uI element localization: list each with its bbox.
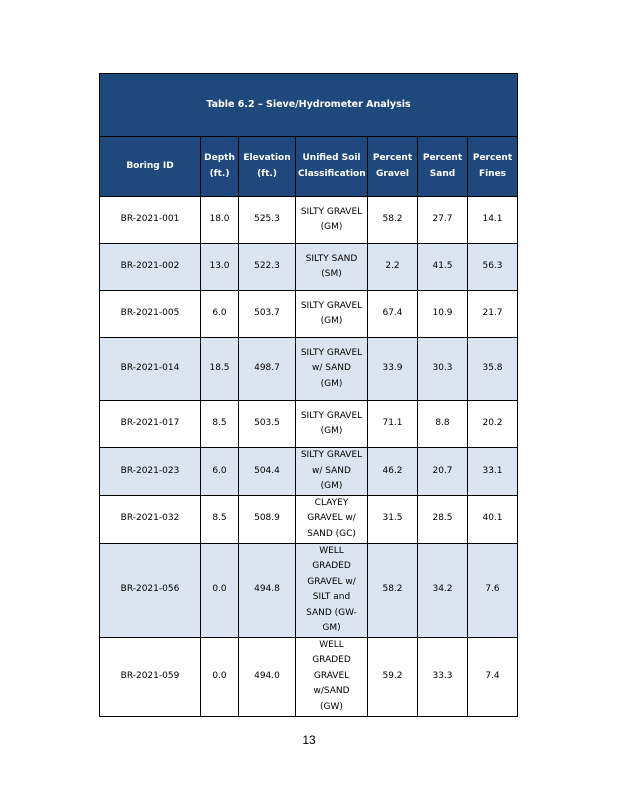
sand-cell: 10.9 — [418, 291, 468, 338]
depth-cell: 6.0 — [201, 448, 239, 496]
sand-cell: 8.8 — [418, 401, 468, 448]
classification-cell: SILTY GRAVEL w/ SAND (GM) — [296, 338, 368, 401]
depth-cell: 18.5 — [201, 338, 239, 401]
elevation-cell: 494.8 — [239, 543, 296, 637]
header-percent-fines: Percent Fines — [468, 137, 518, 197]
classification-cell: WELL GRADED GRAVEL w/SAND (GW) — [296, 637, 368, 716]
depth-cell: 13.0 — [201, 244, 239, 291]
header-elevation: Elevation (ft.) — [239, 137, 296, 197]
table-title: Table 6.2 – Sieve/Hydrometer Analysis — [100, 74, 518, 137]
sand-cell: 33.3 — [418, 637, 468, 716]
elevation-cell: 525.3 — [239, 197, 296, 244]
elevation-cell: 498.7 — [239, 338, 296, 401]
table-row — [100, 244, 518, 291]
gravel-cell: 2.2 — [368, 244, 418, 291]
boring-id-cell: BR-2021-001 — [100, 197, 201, 244]
sand-cell: 34.2 — [418, 543, 468, 637]
sand-cell: 30.3 — [418, 338, 468, 401]
boring-id-cell: BR-2021-023 — [100, 448, 201, 496]
sand-cell: 27.7 — [418, 197, 468, 244]
depth-cell: 8.5 — [201, 495, 239, 543]
classification-cell: SILTY GRAVEL (GM) — [296, 401, 368, 448]
elevation-cell: 508.9 — [239, 495, 296, 543]
classification-cell: SILTY GRAVEL w/ SAND (GM) — [296, 448, 368, 496]
elevation-cell: 503.7 — [239, 291, 296, 338]
fines-cell: 7.6 — [468, 543, 518, 637]
depth-cell: 0.0 — [201, 543, 239, 637]
boring-id-cell: BR-2021-014 — [100, 338, 201, 401]
elevation-cell: 504.4 — [239, 448, 296, 496]
classification-cell: SILTY SAND (SM) — [296, 244, 368, 291]
table-row — [100, 495, 518, 543]
table-row — [100, 448, 518, 496]
sand-cell: 28.5 — [418, 495, 468, 543]
boring-id-cell: BR-2021-032 — [100, 495, 201, 543]
elevation-cell: 503.5 — [239, 401, 296, 448]
classification-cell: SILTY GRAVEL (GM) — [296, 197, 368, 244]
gravel-cell: 71.1 — [368, 401, 418, 448]
table-row — [100, 197, 518, 244]
classification-cell: CLAYEY GRAVEL w/ SAND (GC) — [296, 495, 368, 543]
page-number: 13 — [302, 733, 316, 747]
gravel-cell: 46.2 — [368, 448, 418, 496]
depth-cell: 8.5 — [201, 401, 239, 448]
table-row — [100, 338, 518, 401]
depth-cell: 6.0 — [201, 291, 239, 338]
sand-cell: 41.5 — [418, 244, 468, 291]
header-percent-sand: Percent Sand — [418, 137, 468, 197]
classification-cell: SILTY GRAVEL (GM) — [296, 291, 368, 338]
gravel-cell: 31.5 — [368, 495, 418, 543]
header-percent-gravel: Percent Gravel — [368, 137, 418, 197]
boring-id-cell: BR-2021-017 — [100, 401, 201, 448]
sieve-hydrometer-table — [99, 73, 518, 717]
elevation-cell: 494.0 — [239, 637, 296, 716]
gravel-cell: 58.2 — [368, 197, 418, 244]
fines-cell: 7.4 — [468, 637, 518, 716]
fines-cell: 21.7 — [468, 291, 518, 338]
fines-cell: 40.1 — [468, 495, 518, 543]
boring-id-cell: BR-2021-059 — [100, 637, 201, 716]
gravel-cell: 67.4 — [368, 291, 418, 338]
depth-cell: 18.0 — [201, 197, 239, 244]
fines-cell: 20.2 — [468, 401, 518, 448]
gravel-cell: 59.2 — [368, 637, 418, 716]
boring-id-cell: BR-2021-005 — [100, 291, 201, 338]
boring-id-cell: BR-2021-056 — [100, 543, 201, 637]
table-row — [100, 543, 518, 637]
fines-cell: 56.3 — [468, 244, 518, 291]
depth-cell: 0.0 — [201, 637, 239, 716]
header-boring-id: Boring ID — [100, 137, 201, 197]
table-row — [100, 637, 518, 716]
sand-cell: 20.7 — [418, 448, 468, 496]
fines-cell: 35.8 — [468, 338, 518, 401]
fines-cell: 14.1 — [468, 197, 518, 244]
header-depth: Depth (ft.) — [201, 137, 239, 197]
boring-id-cell: BR-2021-002 — [100, 244, 201, 291]
elevation-cell: 522.3 — [239, 244, 296, 291]
gravel-cell: 33.9 — [368, 338, 418, 401]
table-row — [100, 291, 518, 338]
table-row — [100, 401, 518, 448]
classification-cell: WELL GRADED GRAVEL w/ SILT and SAND (GW- GM) — [296, 543, 368, 637]
fines-cell: 33.1 — [468, 448, 518, 496]
gravel-cell: 58.2 — [368, 543, 418, 637]
header-classification: Unified Soil Classification — [296, 137, 368, 197]
